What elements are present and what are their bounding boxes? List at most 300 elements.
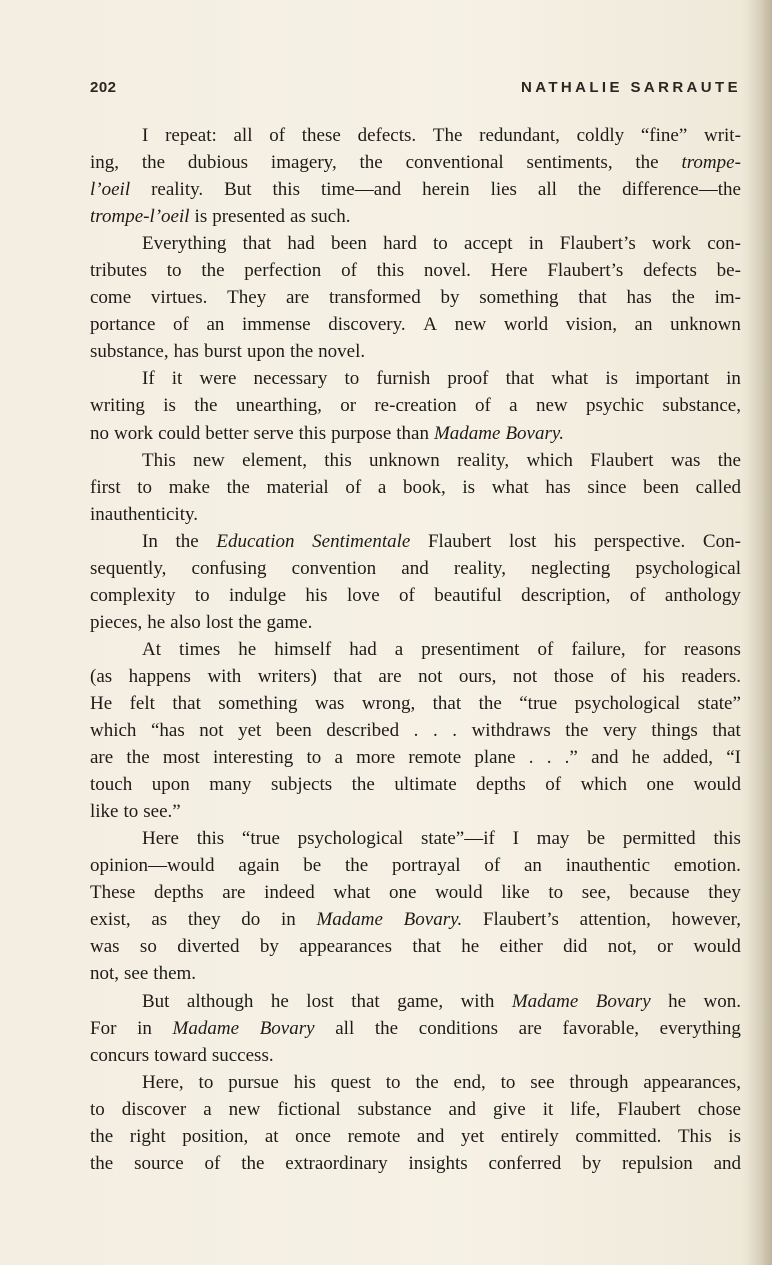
word: things xyxy=(651,720,698,742)
word: the xyxy=(141,152,166,174)
word: work xyxy=(114,422,154,444)
word: of xyxy=(629,584,646,606)
text-line xyxy=(90,122,741,149)
word: hard xyxy=(383,233,417,255)
word: Bovary xyxy=(595,990,651,1012)
word: coldly xyxy=(576,125,625,146)
word: see xyxy=(124,963,149,985)
word: touch xyxy=(90,774,133,796)
word: to xyxy=(194,584,210,606)
word: this xyxy=(324,449,352,471)
word: Sentimentale xyxy=(312,530,411,552)
word: proof xyxy=(447,368,489,390)
word: state” xyxy=(697,692,741,714)
word: defects. xyxy=(357,125,417,146)
word: l’oeil xyxy=(90,179,131,201)
word: Flaubert’s xyxy=(547,260,624,282)
word: conventional xyxy=(405,152,504,174)
word: at xyxy=(264,1125,279,1147)
word: the xyxy=(90,1152,114,1174)
word: toward xyxy=(154,1044,207,1066)
word: remote xyxy=(347,1125,401,1147)
word: of xyxy=(537,638,554,660)
word: he xyxy=(461,936,480,958)
word: “I xyxy=(726,747,741,769)
word: times xyxy=(179,638,221,660)
word: ours, xyxy=(458,665,497,687)
word: to xyxy=(166,260,182,282)
word: his xyxy=(305,584,328,606)
word: con- xyxy=(707,233,741,255)
word: those xyxy=(553,665,594,687)
word: of xyxy=(474,395,491,417)
word: the xyxy=(126,747,150,769)
word: not xyxy=(512,665,538,687)
word: first xyxy=(90,476,121,498)
word: of xyxy=(204,1152,221,1174)
word: is xyxy=(163,395,176,417)
word: to xyxy=(433,233,448,255)
text-line xyxy=(90,1123,741,1150)
word: been xyxy=(643,476,679,498)
word: everything xyxy=(659,1017,741,1039)
word: the xyxy=(194,395,218,417)
word: They xyxy=(227,287,267,309)
word: what xyxy=(333,882,371,904)
word: of xyxy=(399,584,415,606)
word: which xyxy=(526,449,573,471)
word: that xyxy=(578,287,607,309)
word: Education xyxy=(216,530,295,552)
word: once xyxy=(295,1125,331,1147)
word: like xyxy=(501,882,530,904)
word: to xyxy=(344,368,360,390)
word: many xyxy=(209,774,252,796)
word: quest xyxy=(330,1071,371,1093)
word: transformed xyxy=(328,287,421,309)
word: all xyxy=(335,1017,355,1039)
word: reasons xyxy=(683,638,741,660)
word: indeed xyxy=(264,882,315,904)
word: repeat: xyxy=(165,125,217,146)
word: may xyxy=(536,828,570,850)
text-line xyxy=(90,501,741,528)
word: Bovary. xyxy=(403,909,463,931)
text-line xyxy=(90,663,741,690)
word: new xyxy=(228,1098,261,1120)
word: depths xyxy=(154,882,204,904)
word: was xyxy=(90,936,120,958)
word: to xyxy=(90,1098,105,1120)
word: are xyxy=(518,1017,542,1039)
word: (as xyxy=(90,665,113,687)
word: or xyxy=(657,936,673,958)
text-line xyxy=(90,960,741,987)
word: it xyxy=(542,1098,554,1120)
word: complexity xyxy=(90,584,176,606)
word: was xyxy=(314,692,345,714)
word: this xyxy=(376,260,405,282)
word: book, xyxy=(402,476,446,498)
word: attention, xyxy=(579,909,651,931)
text-line xyxy=(90,879,741,906)
word: description, xyxy=(521,584,611,606)
word: or xyxy=(340,395,357,417)
word: one xyxy=(388,882,417,904)
text-line xyxy=(90,609,741,636)
word: unknown xyxy=(670,314,741,336)
word: . xyxy=(452,720,458,742)
word: be xyxy=(587,828,606,850)
word: . xyxy=(413,720,419,742)
word: most xyxy=(162,747,200,769)
word: so xyxy=(139,936,157,958)
word: them. xyxy=(153,963,197,985)
word: give xyxy=(492,1098,526,1120)
text-line xyxy=(90,1096,741,1123)
word: a xyxy=(509,395,518,417)
word: more xyxy=(356,747,396,769)
word: the xyxy=(345,855,369,877)
word: herein xyxy=(422,179,470,201)
word: than xyxy=(396,422,429,444)
word: opinion—would xyxy=(90,855,215,877)
word: writers) xyxy=(257,665,317,687)
word: lost xyxy=(205,611,234,633)
word: would xyxy=(435,882,483,904)
word: I xyxy=(142,125,149,146)
page-number: 202 xyxy=(90,79,117,96)
word: I xyxy=(512,828,519,850)
word: see.” xyxy=(143,801,181,823)
word: also xyxy=(170,611,201,633)
word: committed. xyxy=(575,1125,662,1147)
word: repulsion xyxy=(621,1152,693,1174)
word: of xyxy=(173,314,189,336)
word: a xyxy=(334,747,343,769)
word: In xyxy=(142,530,158,552)
word: one xyxy=(646,774,674,796)
word: reality, xyxy=(457,449,510,471)
word: and xyxy=(713,1152,741,1174)
word: however, xyxy=(671,909,741,931)
word: Madame xyxy=(433,422,501,444)
word: do xyxy=(241,909,261,931)
word: substance, xyxy=(662,395,741,417)
word: that xyxy=(412,936,441,958)
word: sentiments, xyxy=(526,152,613,174)
text-line xyxy=(90,1042,741,1069)
word: life, xyxy=(570,1098,601,1120)
word: pursue xyxy=(228,1071,279,1093)
word: although xyxy=(186,990,254,1012)
word: dubious xyxy=(187,152,249,174)
word: which xyxy=(90,720,137,742)
word: would xyxy=(693,774,741,796)
word: to xyxy=(500,1071,516,1093)
word: portance xyxy=(90,314,156,336)
word: conferred xyxy=(488,1152,562,1174)
word: lost xyxy=(306,990,334,1012)
word: Madame xyxy=(316,909,383,931)
word: be xyxy=(303,855,322,877)
word: had xyxy=(349,638,377,660)
word: inauthentic xyxy=(565,855,651,877)
word: the xyxy=(478,692,502,714)
word: portrayal xyxy=(392,855,461,877)
word: all xyxy=(233,125,253,146)
word: to xyxy=(123,801,139,823)
word: that xyxy=(351,990,380,1012)
word: like xyxy=(90,801,119,823)
word: success. xyxy=(211,1044,274,1066)
word: love xyxy=(346,584,380,606)
word: diverted xyxy=(177,936,240,958)
word: For xyxy=(90,1017,117,1039)
word: of xyxy=(345,476,362,498)
word: something xyxy=(218,692,298,714)
word: not, xyxy=(90,963,120,985)
word: his xyxy=(293,1071,316,1093)
word: would xyxy=(693,936,741,958)
word: unearthing, xyxy=(235,395,322,417)
word: described xyxy=(326,720,400,742)
word: neglecting xyxy=(531,557,611,579)
word: the xyxy=(175,530,199,552)
word: that xyxy=(432,692,462,714)
word: Madame xyxy=(172,1017,240,1039)
word: is xyxy=(728,1125,741,1147)
word: the xyxy=(238,611,262,633)
word: writing xyxy=(90,395,145,417)
text-line xyxy=(90,392,741,419)
word: not xyxy=(418,665,443,687)
word: these xyxy=(301,125,341,146)
text-line xyxy=(90,474,741,501)
word: he xyxy=(238,638,257,660)
word: If xyxy=(142,368,155,390)
word: perfection xyxy=(244,260,322,282)
word: an xyxy=(206,314,225,336)
text-line xyxy=(90,420,741,447)
word: substance, xyxy=(90,341,169,363)
word: the xyxy=(565,720,589,742)
text-line xyxy=(90,338,741,365)
word: not xyxy=(199,720,224,742)
word: This xyxy=(677,1125,712,1147)
word: yet xyxy=(238,720,262,742)
page-edge-shadow xyxy=(746,0,772,1265)
word: by xyxy=(259,936,279,958)
word: indulge xyxy=(229,584,287,606)
word: been xyxy=(275,720,312,742)
word: to xyxy=(385,1071,401,1093)
word: Bovary xyxy=(259,1017,315,1039)
text-line xyxy=(90,284,741,311)
text-line xyxy=(90,852,741,879)
word: time—and xyxy=(320,179,402,201)
word: failure, xyxy=(571,638,626,660)
word: element, xyxy=(242,449,307,471)
word: ultimate xyxy=(394,774,457,796)
word: But xyxy=(224,179,252,201)
word: .” xyxy=(564,747,578,769)
word: virtues. xyxy=(150,287,208,309)
word: insights xyxy=(408,1152,468,1174)
word: has xyxy=(173,341,199,363)
word: a xyxy=(394,638,404,660)
word: permitted xyxy=(622,828,696,850)
word: appearances, xyxy=(643,1071,741,1093)
word: the xyxy=(577,179,602,201)
word: lies xyxy=(490,179,517,201)
word: the xyxy=(289,341,314,363)
word: material xyxy=(266,476,329,498)
word: right xyxy=(129,1125,166,1147)
word: they xyxy=(187,909,221,931)
word: an xyxy=(634,314,653,336)
word: Madame xyxy=(511,990,579,1012)
word: see, xyxy=(581,882,611,904)
text-line xyxy=(90,555,741,582)
word: come xyxy=(90,287,132,309)
word: to xyxy=(198,1071,214,1093)
word: by xyxy=(582,1152,602,1174)
word: upon xyxy=(246,341,285,363)
word: this xyxy=(298,422,327,444)
word: fictional xyxy=(277,1098,341,1120)
word: psychological xyxy=(635,557,741,579)
word: concurs xyxy=(90,1044,150,1066)
word: Con- xyxy=(702,530,741,552)
word: that xyxy=(242,233,272,255)
word: that xyxy=(505,368,535,390)
word: psychic xyxy=(585,395,644,417)
word: as xyxy=(151,909,168,931)
word: presented xyxy=(212,206,286,228)
word: defects xyxy=(643,260,697,282)
word: ing, xyxy=(90,152,120,174)
word: reality. xyxy=(151,179,204,201)
word: the xyxy=(201,260,225,282)
word: because xyxy=(629,882,690,904)
word: perspective. xyxy=(593,530,686,552)
word: pieces, xyxy=(90,611,143,633)
word: unknown xyxy=(369,449,440,471)
word: “true xyxy=(241,828,280,850)
word: discover xyxy=(121,1098,187,1120)
word: Bovary. xyxy=(505,422,565,444)
word: position, xyxy=(182,1125,249,1147)
word: confusing xyxy=(191,557,267,579)
word: that xyxy=(333,665,362,687)
word: of xyxy=(269,125,286,146)
word: new xyxy=(454,314,487,336)
body-text xyxy=(90,122,741,1177)
word: readers. xyxy=(681,665,741,687)
word: and xyxy=(401,557,429,579)
word: the xyxy=(635,152,659,174)
word: his xyxy=(642,665,665,687)
word: extraordinary xyxy=(285,1152,388,1174)
word: trompe- xyxy=(681,152,741,174)
word: is xyxy=(605,368,619,390)
word: with xyxy=(460,990,495,1012)
word: of xyxy=(341,260,357,282)
text-line xyxy=(90,365,741,392)
word: of xyxy=(545,774,562,796)
word: source xyxy=(134,1152,184,1174)
word: in xyxy=(726,368,741,390)
text-line xyxy=(90,176,741,203)
word: This xyxy=(142,449,176,471)
word: and xyxy=(448,1098,476,1120)
word: He xyxy=(90,692,113,714)
word: redundant, xyxy=(479,125,560,146)
word: But xyxy=(142,990,170,1012)
word: furnish xyxy=(376,368,431,390)
word: the xyxy=(226,476,250,498)
word: im- xyxy=(714,287,741,309)
word: re-creation xyxy=(374,395,457,417)
word: Here xyxy=(142,828,179,850)
word: and xyxy=(416,1125,445,1147)
word: At xyxy=(142,638,161,660)
word: this xyxy=(713,828,741,850)
text-line xyxy=(90,690,741,717)
word: anthology xyxy=(664,584,741,606)
word: remote xyxy=(408,747,462,769)
text-line xyxy=(90,798,741,825)
text-line xyxy=(90,257,741,284)
word: make xyxy=(168,476,210,498)
word: all xyxy=(537,179,557,201)
word: Flaubert’s xyxy=(559,233,636,255)
word: Flaubert xyxy=(617,1098,681,1120)
word: game, xyxy=(397,990,444,1012)
word: to xyxy=(306,747,322,769)
text-line xyxy=(90,744,741,771)
word: These xyxy=(90,882,136,904)
word: work xyxy=(651,233,691,255)
word: trompe-l’oeil xyxy=(90,206,190,228)
word: his xyxy=(554,530,577,552)
word: Flaubert’s xyxy=(482,909,559,931)
word: world xyxy=(503,314,549,336)
word: The xyxy=(432,125,463,146)
word: that xyxy=(712,720,741,742)
text-line xyxy=(90,149,741,176)
word: to xyxy=(548,882,564,904)
word: he xyxy=(147,611,166,633)
text-line xyxy=(90,906,741,933)
word: difference—the xyxy=(622,179,741,201)
word: such. xyxy=(310,206,351,228)
word: could xyxy=(158,422,201,444)
word: purpose xyxy=(331,422,392,444)
word: “fine” xyxy=(640,125,688,146)
word: by xyxy=(440,287,460,309)
word: a xyxy=(377,476,387,498)
word: the xyxy=(90,1125,114,1147)
text-line xyxy=(90,1015,741,1042)
word: state”—if xyxy=(420,828,495,850)
word: in xyxy=(528,233,544,255)
word: interesting xyxy=(213,747,294,769)
word: of xyxy=(610,665,627,687)
word: are xyxy=(378,665,402,687)
word: are xyxy=(90,747,114,769)
